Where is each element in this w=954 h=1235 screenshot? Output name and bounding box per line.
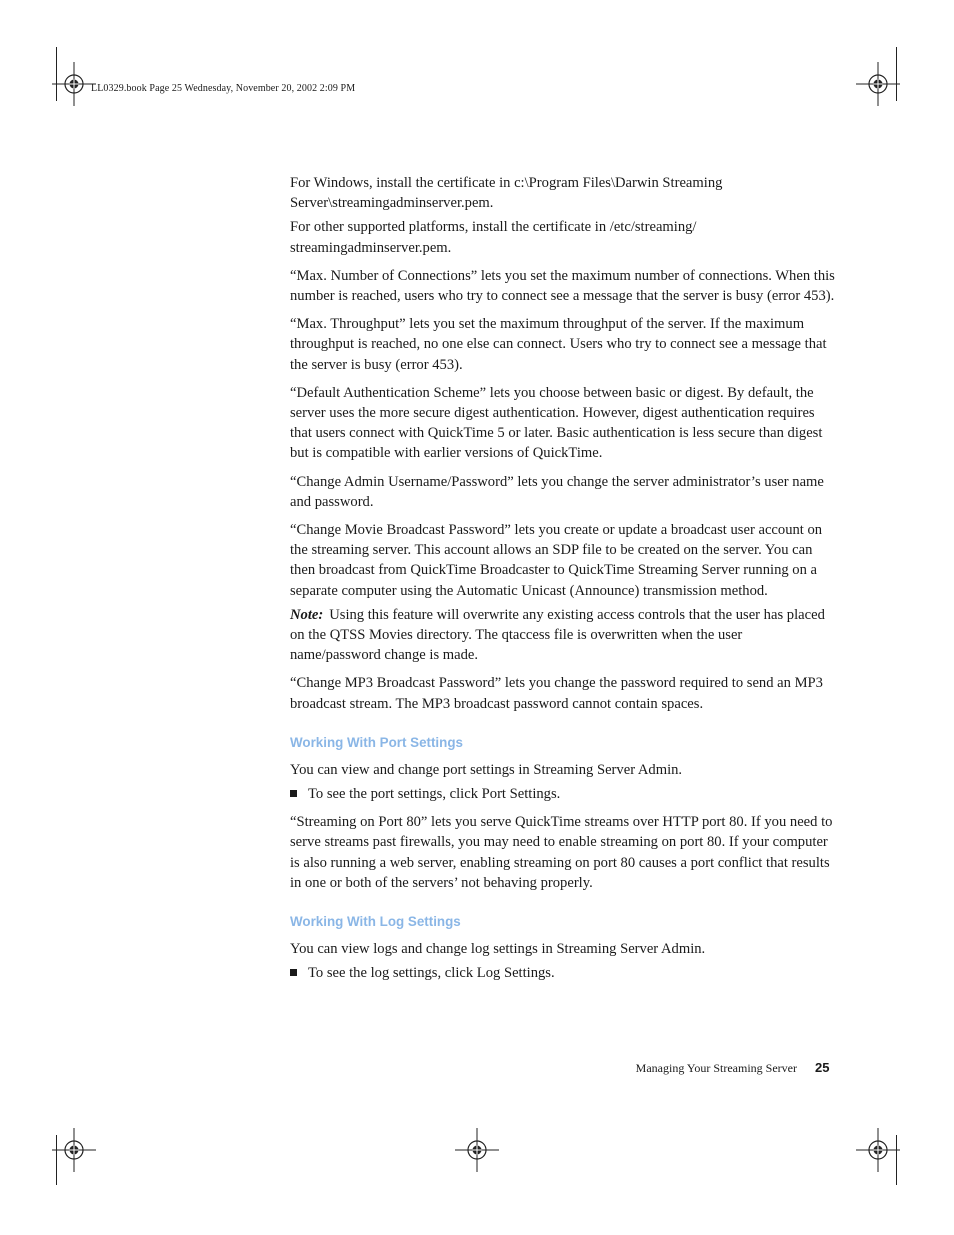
paragraph: “Default Authentication Scheme” lets you choose between basic or digest. By default, the server uses the more secure digest authentication. However, digest authentication requires that users connect with QuickTime 5 or later. Basic authentication is less secure than digest but is compatible with earlier versions of QuickTime. [290,384,823,462]
bullet-square-icon [290,790,297,797]
registration-mark-icon [455,1128,499,1172]
paragraph: “Change Admin Username/Password” lets you change the server administrator’s user name and password. [290,473,824,510]
paragraph: “Change Movie Broadcast Password” lets you create or update a broadcast user account on the streaming server. This account allows an SDP file to be created on the server. You can then broadcast from QuickTime Broadcaster to QuickTime Streaming Server running on a separate computer using the Automatic Unicast (Announce) transmission method. [290,522,823,599]
registration-mark-icon [52,1128,96,1172]
paragraph: For other supported platforms, install the certificate in /etc/streaming/ streamingadminserver.pem. [290,219,697,256]
page-footer [0,1060,954,1080]
note-paragraph [290,605,835,666]
list-item [290,963,835,983]
paragraph: “Change MP3 Broadcast Password” lets you change the password required to send an MP3 broadcast stream. The MP3 broadcast password cannot contain spaces. [290,675,823,712]
page-number: 25 [815,1060,830,1075]
chapter-title: Managing Your Streaming Server [635,1061,797,1075]
paragraph: “Max. Number of Connections” lets you set the maximum number of connections. When this number is reached, users who try to connect see a message that the server is busy (error 453). [290,267,835,305]
print-slug: LL0329.book Page 25 Wednesday, November 20, 2002 2:09 PM [91,83,356,94]
list-item-text: To see the log settings, click Log Settings. [308,965,555,982]
list-item [290,784,835,804]
paragraph: “Max. Throughput” lets you set the maximum throughput of the server. If the maximum throughput is reached, no one else can connect. Users who try to connect see a message that the server is busy (error 453). [290,316,827,373]
note-text: Using this feature will overwrite any existing access controls that the user has placed on the QTSS Movies directory. The qtaccess file is overwritten when the user name/password change is made. [290,606,825,664]
bullet-square-icon [290,969,297,976]
paragraph: For Windows, install the certificate in c:\Program Files\Darwin Streaming Server\streamingadminserver.pem. [290,175,723,212]
paragraph: You can view logs and change log settings in Streaming Server Admin. [290,941,706,958]
registration-mark-icon [52,62,96,106]
list-item-text: To see the port settings, click Port Settings. [308,786,561,803]
page-body [290,173,835,992]
registration-mark-icon [856,62,900,106]
note-label: Note: [290,606,324,623]
paragraph: You can view and change port settings in Streaming Server Admin. [290,761,683,778]
registration-mark-icon [856,1128,900,1172]
section-heading-port: Working With Port Settings [290,734,463,750]
section-heading-log: Working With Log Settings [290,914,461,930]
paragraph: “Streaming on Port 80” lets you serve QuickTime streams over HTTP port 80. If you need to serve streams past firewalls, you may need to enable streaming on port 80. If your computer is also running a web server, enabling streaming on port 80 causes a port conflict that results in one or both of the servers’ not behaving properly. [290,814,833,891]
